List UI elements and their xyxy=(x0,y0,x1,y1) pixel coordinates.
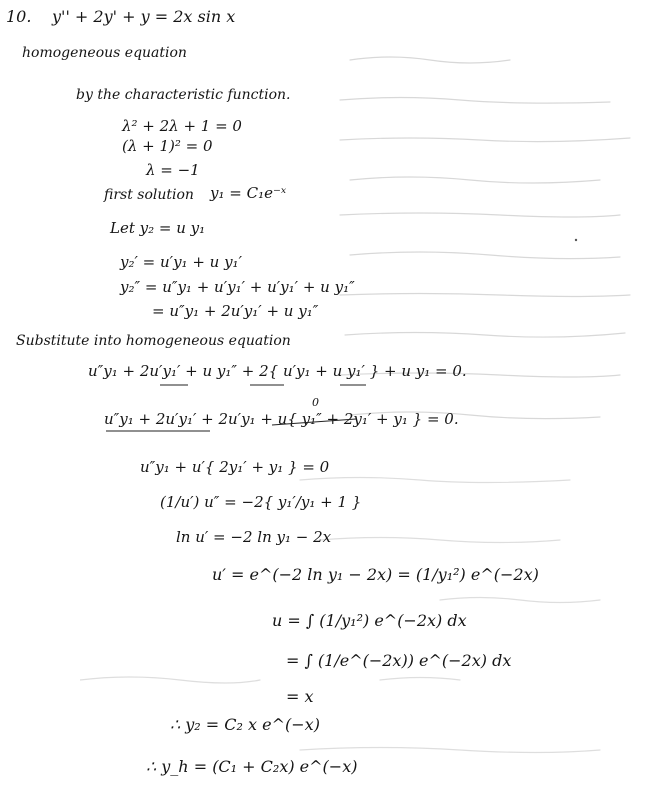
characteristic-factored: (λ + 1)² = 0 xyxy=(122,137,213,155)
let-substitution: Let y₂ = u y₁ xyxy=(110,219,206,237)
homogeneous-solution: ∴ y_h = (C₁ + C₂x) e^(−x) xyxy=(146,757,358,776)
second-derivative: y₂″ = u″y₁ + u′y₁′ + u′y₁′ + u y₁″ xyxy=(120,278,355,296)
reduced-equation: u″y₁ + u′{ 2y₁′ + y₁ } = 0 xyxy=(140,458,330,476)
bleed-through-shadow xyxy=(330,40,650,460)
underline-grouped xyxy=(104,428,214,434)
first-derivative: y₂′ = u′y₁ + u y₁′ xyxy=(120,253,242,271)
u-result: = x xyxy=(286,687,314,706)
zero-annotation: 0 xyxy=(312,396,319,409)
characteristic-equation: λ² + 2λ + 1 = 0 xyxy=(122,117,242,135)
problem-number: 10. xyxy=(6,7,32,26)
substitute-label: Substitute into homogeneous equation xyxy=(16,333,291,349)
substituted-equation: u″y₁ + 2u′y₁′ + u y₁″ + 2{ u′y₁ + u y₁′ } + u y₁ = 0. xyxy=(88,362,467,380)
u-prime-solution: u′ = e^(−2 ln y₁ − 2x) = (1/y₁²) e^(−2x) xyxy=(212,565,539,584)
underline-marks xyxy=(150,381,390,389)
problem-equation: y'' + 2y' + y = 2x sin x xyxy=(52,7,236,26)
u-integral-simplified: = ∫ (1/e^(−2x)) e^(−2x) dx xyxy=(286,651,512,670)
strikethrough-mark xyxy=(270,416,360,428)
first-solution-label: first solution xyxy=(104,187,194,203)
second-solution: ∴ y₂ = C₂ x e^(−x) xyxy=(170,715,320,734)
log-integrated: ln u′ = −2 ln y₁ − 2x xyxy=(176,528,332,546)
characteristic-intro: by the characteristic function. xyxy=(76,87,291,103)
first-solution-expr: y₁ = C₁e⁻ˣ xyxy=(210,184,287,202)
grouped-equation: u″y₁ + 2u′y₁′ + 2u′y₁ + u{ y₁″ + 2y₁′ + y₁ } = 0. xyxy=(104,410,459,428)
stray-dot xyxy=(574,238,578,242)
characteristic-root: λ = −1 xyxy=(146,161,200,179)
u-integral: u = ∫ (1/y₁²) e^(−2x) dx xyxy=(272,611,467,630)
separated-equation: (1/u′) u″ = −2{ y₁′/y₁ + 1 } xyxy=(160,493,362,511)
section-title: homogeneous equation xyxy=(22,45,187,61)
second-derivative-simplified: = u″y₁ + 2u′y₁′ + u y₁″ xyxy=(152,302,319,320)
